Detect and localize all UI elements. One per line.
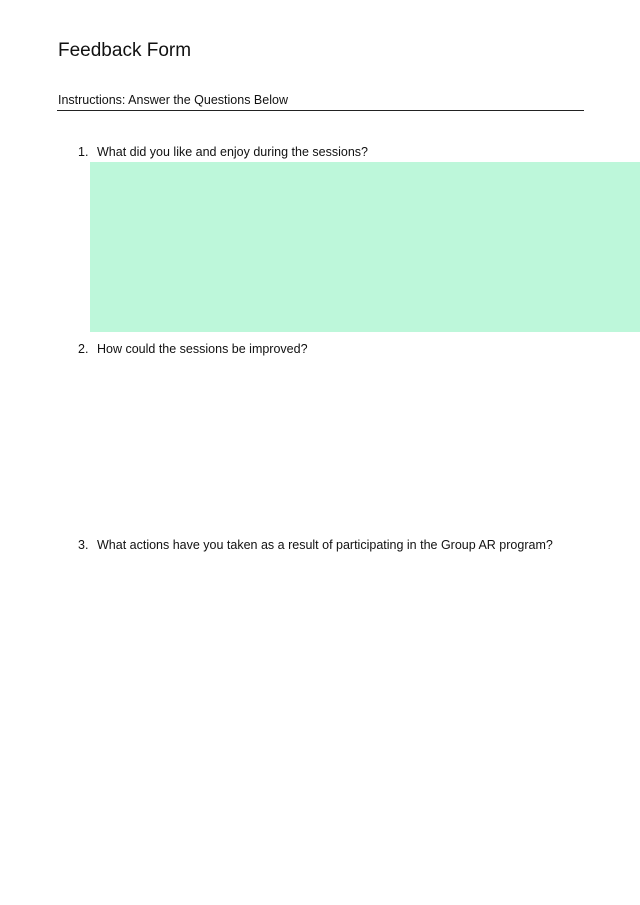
answer-1-field[interactable] xyxy=(90,162,640,332)
question-3-text: What actions have you taken as a result of participating in the Group AR program? xyxy=(97,538,553,552)
question-1 xyxy=(78,144,368,160)
answer-3-field[interactable] xyxy=(90,555,640,855)
form-instructions: Instructions: Answer the Questions Below xyxy=(58,93,288,107)
question-2 xyxy=(78,341,308,357)
question-1-text: What did you like and enjoy during the sessions? xyxy=(97,145,368,159)
divider-line xyxy=(57,110,584,111)
question-2-text: How could the sessions be improved? xyxy=(97,342,308,356)
question-2-number: 2. xyxy=(78,342,89,356)
answer-2-field[interactable] xyxy=(90,359,640,529)
question-3 xyxy=(78,537,553,553)
question-1-number: 1. xyxy=(78,145,89,159)
question-3-number: 3. xyxy=(78,538,89,552)
form-title: Feedback Form xyxy=(58,40,192,61)
